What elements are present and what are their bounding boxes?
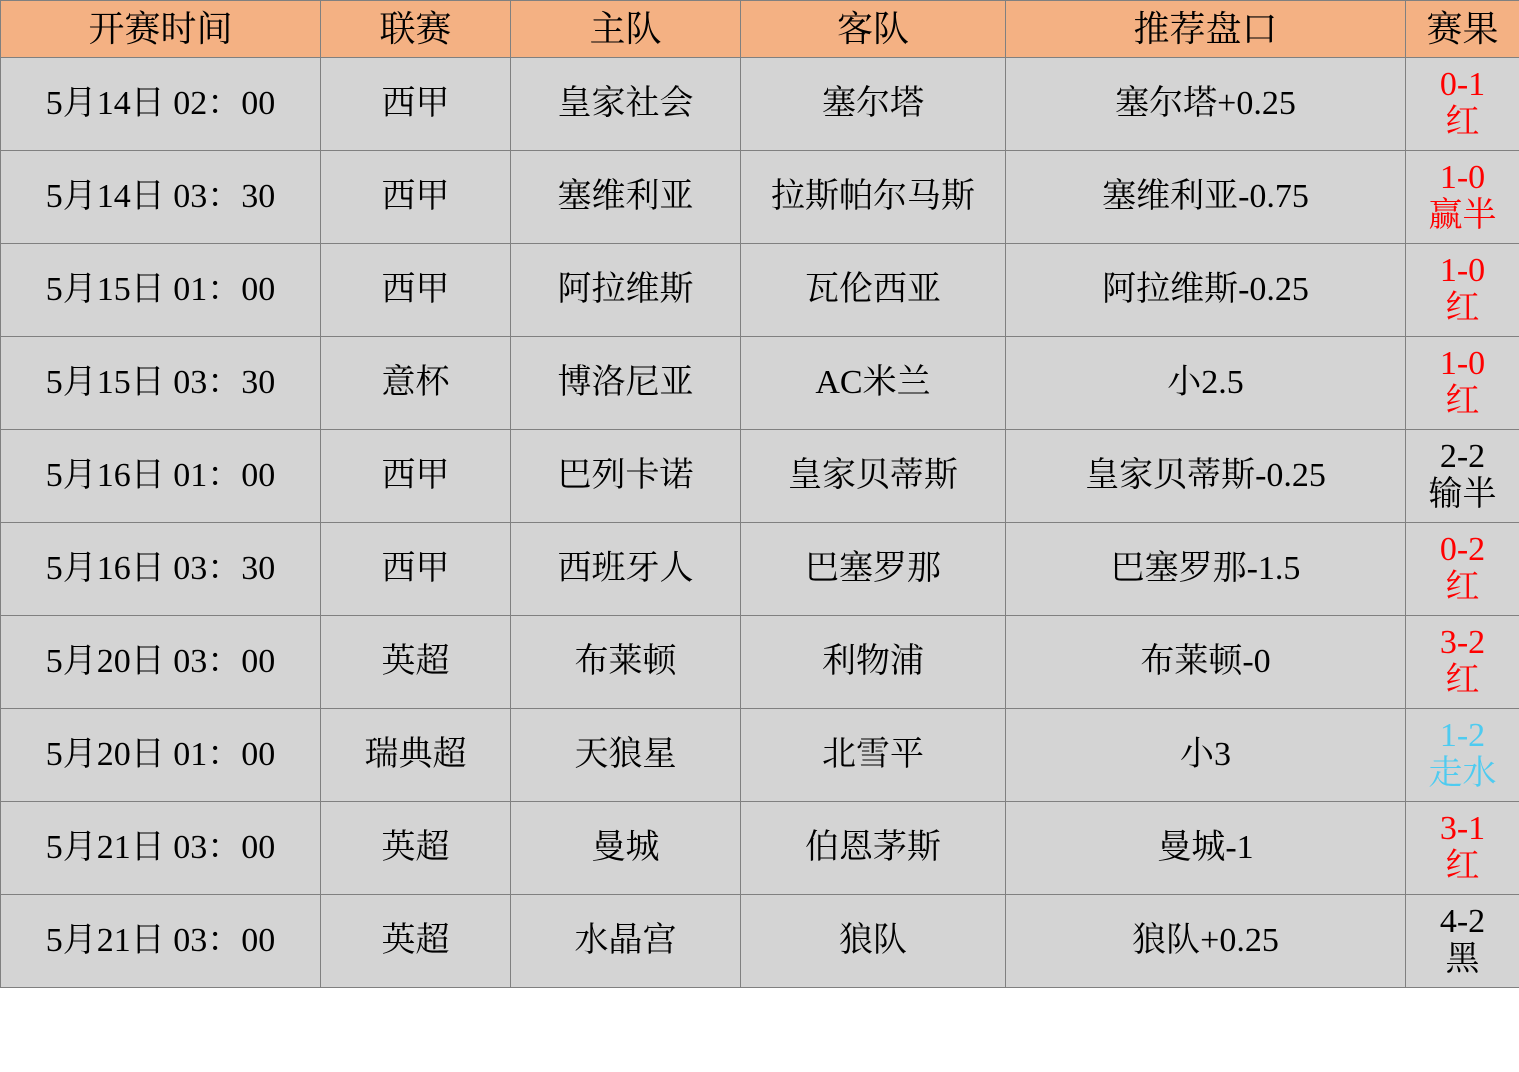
- cell-time: 5月20日 01：00: [1, 709, 321, 802]
- cell-home-team: 博洛尼亚: [511, 337, 741, 430]
- cell-time: 5月20日 03：00: [1, 616, 321, 709]
- header-recommended-handicap: 推荐盘口: [1006, 1, 1406, 58]
- result-score: 1-2: [1439, 716, 1486, 754]
- cell-home-team: 皇家社会: [511, 58, 741, 151]
- cell-away-team: 瓦伦西亚: [741, 244, 1006, 337]
- table-row: [1, 709, 1519, 802]
- table-body: [1, 58, 1519, 988]
- table-header: [1, 1, 1519, 58]
- cell-away-team: AC米兰: [741, 337, 1006, 430]
- table-row: [1, 151, 1519, 244]
- cell-result: [1406, 151, 1519, 244]
- cell-home-team: 巴列卡诺: [511, 430, 741, 523]
- cell-result: [1406, 523, 1519, 616]
- cell-league: 西甲: [321, 244, 511, 337]
- cell-home-team: 曼城: [511, 802, 741, 895]
- cell-home-team: 天狼星: [511, 709, 741, 802]
- header-away-team: 客队: [741, 1, 1006, 58]
- cell-home-team: 水晶宫: [511, 895, 741, 988]
- table-row: [1, 337, 1519, 430]
- result-score: 0-2: [1439, 530, 1486, 568]
- cell-league: 西甲: [321, 523, 511, 616]
- cell-league: 英超: [321, 802, 511, 895]
- header-time: 开赛时间: [1, 1, 321, 58]
- result-tag: 赢半: [1428, 197, 1497, 234]
- cell-time: 5月14日 03：30: [1, 151, 321, 244]
- cell-league: 英超: [321, 895, 511, 988]
- cell-home-team: 西班牙人: [511, 523, 741, 616]
- cell-away-team: 伯恩茅斯: [741, 802, 1006, 895]
- cell-time: 5月16日 01：00: [1, 430, 321, 523]
- cell-time: 5月15日 03：30: [1, 337, 321, 430]
- table-row: [1, 430, 1519, 523]
- cell-recommended-handicap: 塞维利亚-0.75: [1006, 151, 1406, 244]
- cell-league: 英超: [321, 616, 511, 709]
- cell-result: [1406, 337, 1519, 430]
- table-row: [1, 895, 1519, 988]
- table-row: [1, 802, 1519, 895]
- cell-result: [1406, 616, 1519, 709]
- cell-home-team: 塞维利亚: [511, 151, 741, 244]
- cell-time: 5月14日 02：00: [1, 58, 321, 151]
- cell-recommended-handicap: 小3: [1006, 709, 1406, 802]
- cell-recommended-handicap: 塞尔塔+0.25: [1006, 58, 1406, 151]
- cell-league: 西甲: [321, 151, 511, 244]
- cell-recommended-handicap: 布莱顿-0: [1006, 616, 1406, 709]
- cell-recommended-handicap: 巴塞罗那-1.5: [1006, 523, 1406, 616]
- result-score: 3-1: [1439, 809, 1486, 847]
- cell-away-team: 拉斯帕尔马斯: [741, 151, 1006, 244]
- cell-result: [1406, 895, 1519, 988]
- result-score: 1-0: [1439, 158, 1486, 196]
- cell-result: [1406, 58, 1519, 151]
- cell-result: [1406, 244, 1519, 337]
- cell-league: 瑞典超: [321, 709, 511, 802]
- cell-time: 5月21日 03：00: [1, 895, 321, 988]
- cell-league: 西甲: [321, 58, 511, 151]
- cell-away-team: 巴塞罗那: [741, 523, 1006, 616]
- cell-time: 5月15日 01：00: [1, 244, 321, 337]
- result-tag: 红: [1445, 569, 1480, 606]
- cell-result: [1406, 709, 1519, 802]
- cell-home-team: 布莱顿: [511, 616, 741, 709]
- cell-away-team: 皇家贝蒂斯: [741, 430, 1006, 523]
- cell-away-team: 狼队: [741, 895, 1006, 988]
- result-tag: 输半: [1428, 476, 1497, 513]
- result-tag: 红: [1445, 848, 1480, 885]
- cell-away-team: 利物浦: [741, 616, 1006, 709]
- table-row: [1, 523, 1519, 616]
- table-row: [1, 244, 1519, 337]
- header-home-team: 主队: [511, 1, 741, 58]
- header-result: 赛果: [1406, 1, 1519, 58]
- result-tag: 红: [1445, 290, 1480, 327]
- result-score: 1-0: [1439, 344, 1486, 382]
- cell-recommended-handicap: 皇家贝蒂斯-0.25: [1006, 430, 1406, 523]
- cell-time: 5月16日 03：30: [1, 523, 321, 616]
- result-tag: 黑: [1445, 941, 1480, 978]
- header-row: [1, 1, 1519, 58]
- result-tag: 红: [1445, 104, 1480, 141]
- result-score: 4-2: [1439, 902, 1486, 940]
- result-tag: 红: [1445, 383, 1480, 420]
- cell-league: 意杯: [321, 337, 511, 430]
- cell-away-team: 塞尔塔: [741, 58, 1006, 151]
- result-score: 1-0: [1439, 251, 1486, 289]
- result-score: 3-2: [1439, 623, 1486, 661]
- cell-recommended-handicap: 阿拉维斯-0.25: [1006, 244, 1406, 337]
- result-tag: 走水: [1428, 755, 1497, 792]
- cell-result: [1406, 802, 1519, 895]
- table-row: [1, 58, 1519, 151]
- table-row: [1, 616, 1519, 709]
- result-score: 0-1: [1439, 65, 1486, 103]
- cell-time: 5月21日 03：00: [1, 802, 321, 895]
- cell-league: 西甲: [321, 430, 511, 523]
- cell-result: [1406, 430, 1519, 523]
- cell-recommended-handicap: 小2.5: [1006, 337, 1406, 430]
- result-score: 2-2: [1439, 437, 1486, 475]
- result-tag: 红: [1445, 662, 1480, 699]
- header-league: 联赛: [321, 1, 511, 58]
- cell-recommended-handicap: 曼城-1: [1006, 802, 1406, 895]
- cell-recommended-handicap: 狼队+0.25: [1006, 895, 1406, 988]
- cell-away-team: 北雪平: [741, 709, 1006, 802]
- cell-home-team: 阿拉维斯: [511, 244, 741, 337]
